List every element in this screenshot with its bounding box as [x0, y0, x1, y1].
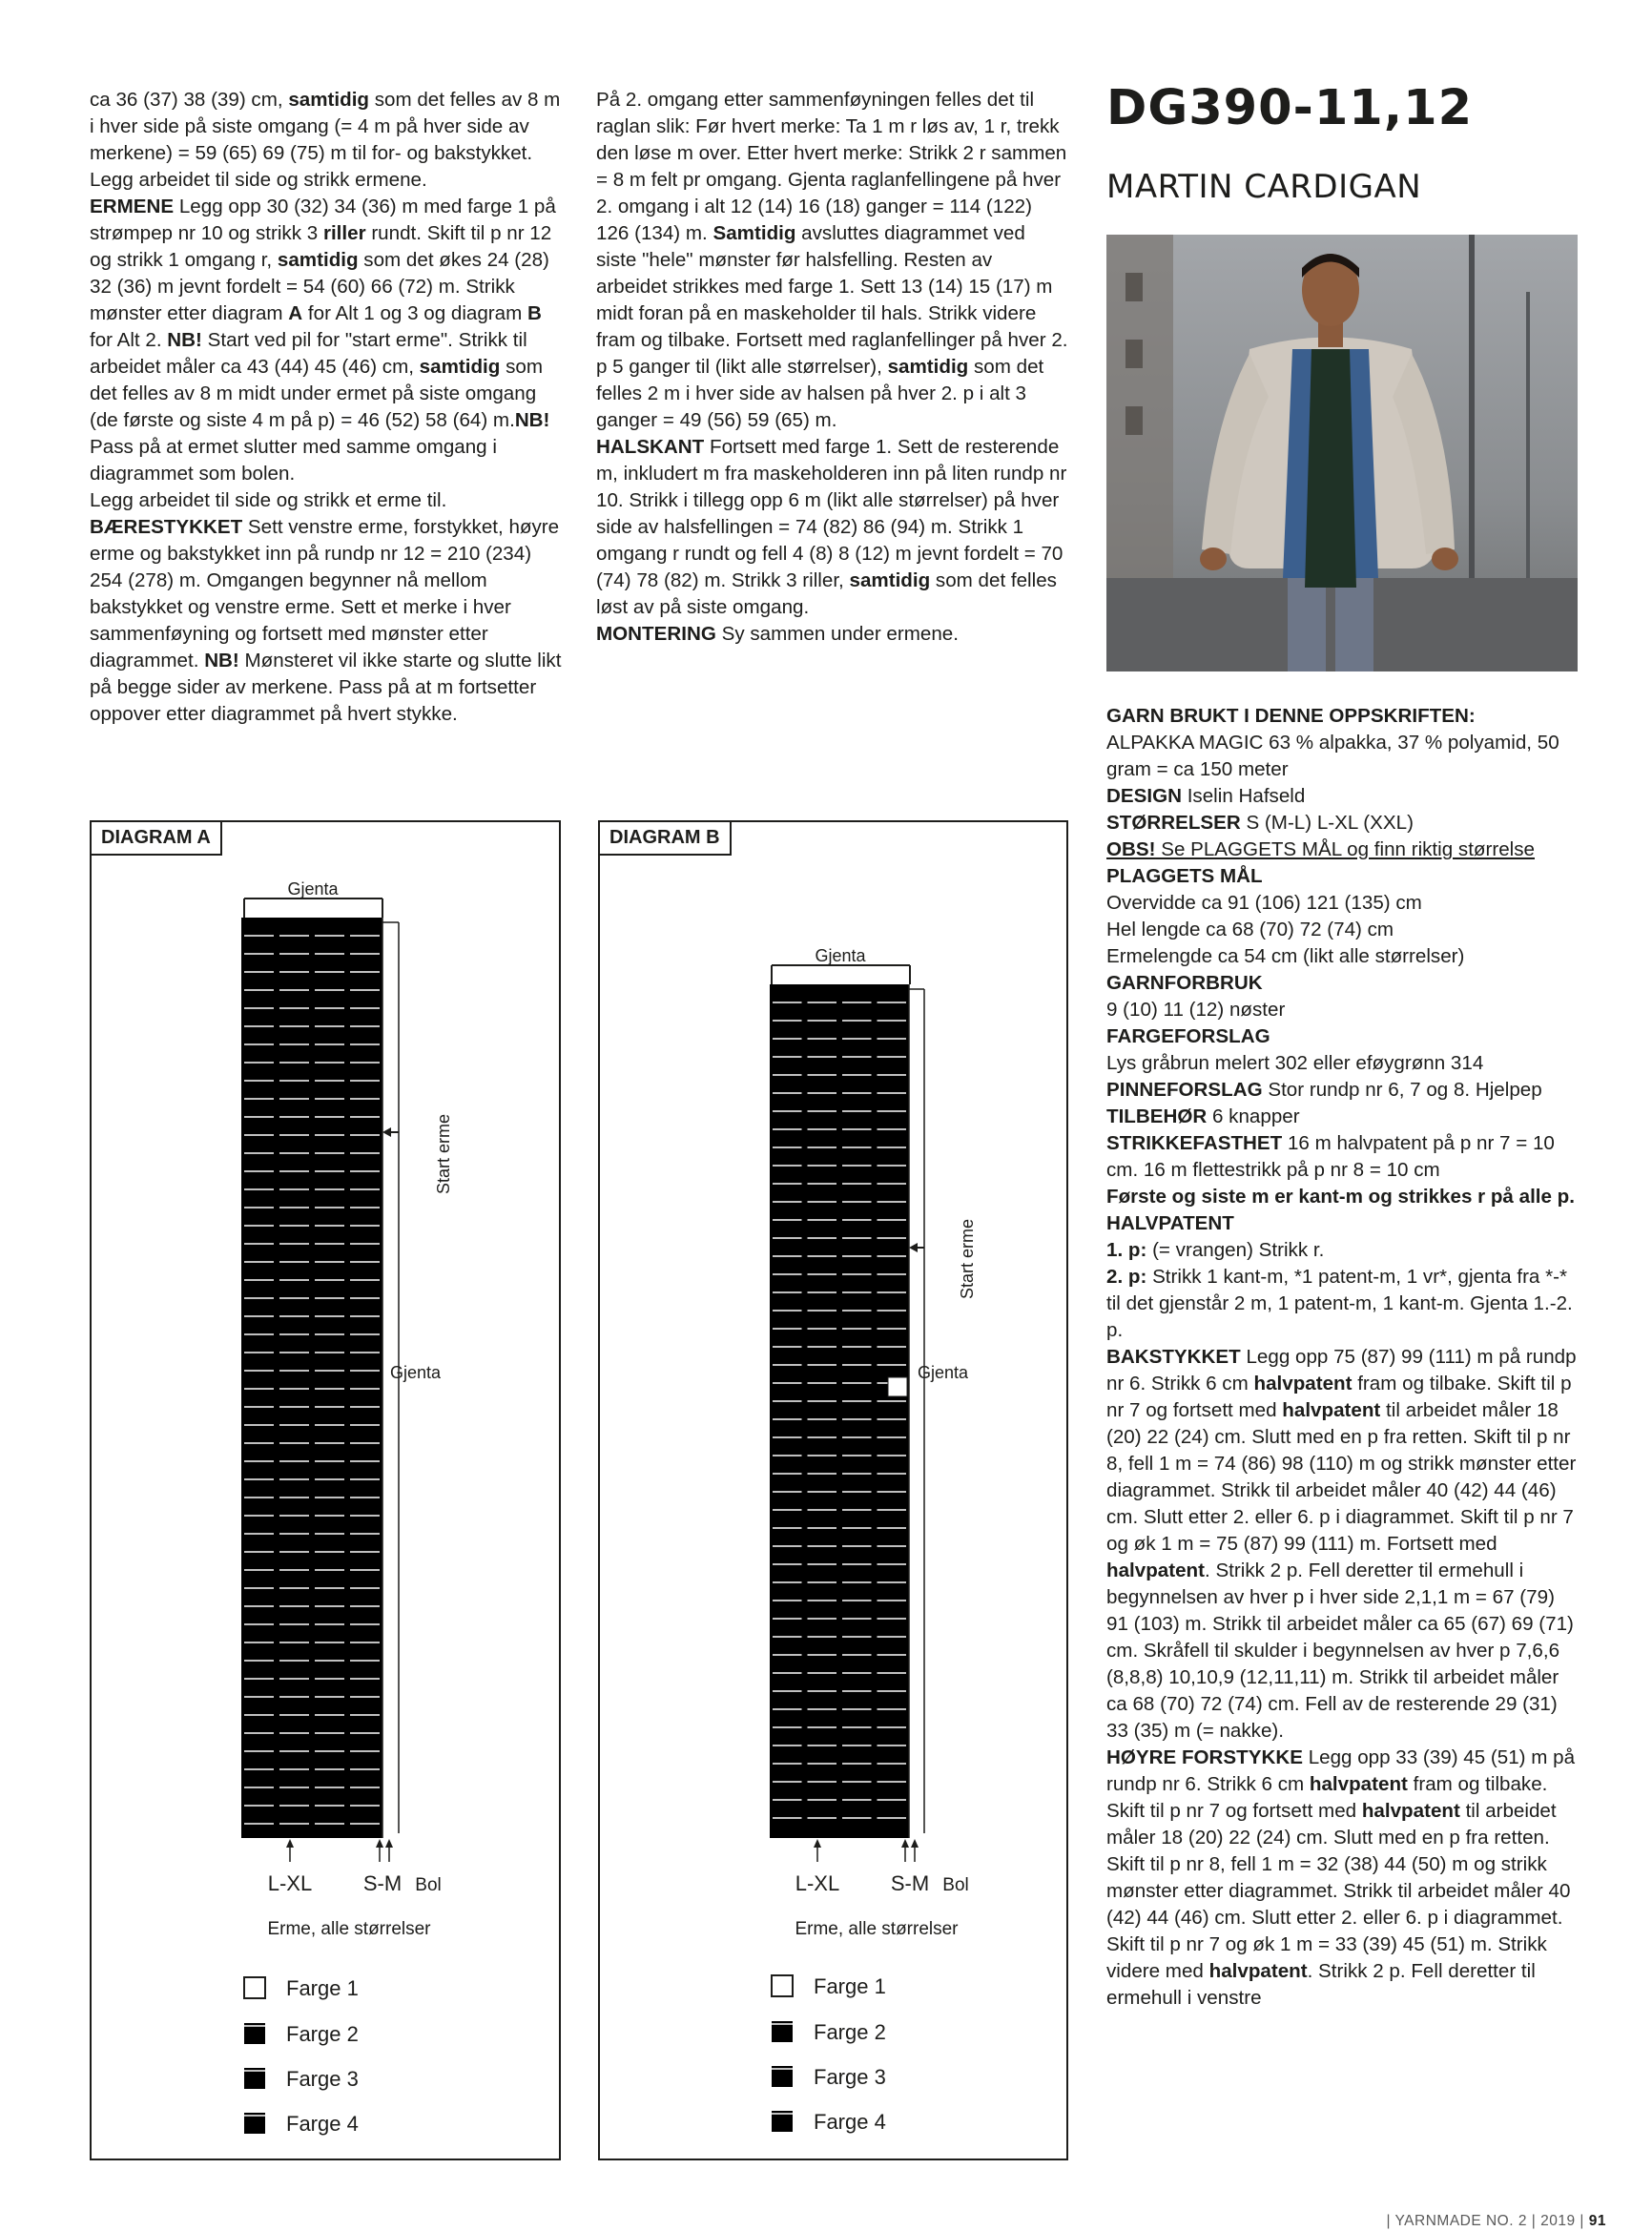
- legend-label-3: Farge 3: [814, 2065, 886, 2089]
- bakstykket-paragraph: BAKSTYKKET Legg opp 75 (87) 99 (111) m på rundp nr 6. Strikk 6 cm halvpatent fram og tilbake. Skift til p nr 7 og fortsett med halvpatent til arbeidet måler 18 (20) 22 (24) cm. Slutt med en p fra retten. Skift til p nr 8, fell 1 m = 74 (86) 98 (110) m og strikk mønster etter diagrammet. Strikk til arbeidet måler 40 (42) 44 (46) cm. Slutt etter 2. eller 6. p i diagrammet. Skift til p nr 7 og øk 1 m = 75 (87) 99 (111) m. Fortsett med halvpatent. Strikk 2 p. Fell deretter til ermehull i begynnelsen av hver p i hver side 2,1,1 m = 67 (79) 91 (103) m. Strikk til arbeidet måler ca 65 (67) 69 (71) cm. Skråfell til skulder i begynnelsen av hver p 7,6,6 (8,8,8) 10,10,9 (12,11,11) m. Strikk til arbeidet måler ca 68 (70) 72 (74) cm. Fell av de resterende 29 (31) 33 (35) m (= nakke).: [1106, 1346, 1577, 1742]
- gjenta-top-label: Gjenta: [287, 879, 339, 899]
- start-erme-label: Start erme: [434, 1113, 453, 1194]
- halvpatent-row-1: 1. p: (= vrangen) Strikk r.: [1106, 1239, 1325, 1261]
- legend-label-1: Farge 1: [814, 1974, 886, 1998]
- legend-label-3: Farge 3: [286, 2067, 359, 2091]
- page-footer: [1386, 2213, 1606, 2230]
- legend-label-4: Farge 4: [286, 2112, 359, 2136]
- hoyre-forstykke-paragraph: HØYRE FORSTYKKE Legg opp 33 (39) 45 (51) m på rundp nr 6. Strikk 6 cm halvpatent fram og tilbake. Skift til p nr 7 og fortsett med halvpatent til arbeidet måler 18 (20) 22 (24) cm. Slutt med en p fra retten. Skift til p nr 8, fell 1 m = 32 (38) 44 (50) m og strikk mønster etter diagrammet. Strikk til arbeidet måler 40 (42) 44 (46) cm. Slutt etter 2. eller 6. p i diagrammet. Skift til p nr 7 og øk 1 m = 33 (39) 45 (51) m. Strikk videre med halvpatent. Strikk 2 p. Fell deretter til ermehull i venstre: [1106, 1746, 1576, 2009]
- marker-bol: Bol: [415, 1875, 442, 1895]
- erme-caption: Erme, alle størrelser: [795, 1919, 959, 1939]
- legend-label-2: Farge 2: [814, 2020, 886, 2044]
- marker-sm: S-M: [890, 1871, 930, 1895]
- plagg-heading: PLAGGETS MÅL: [1106, 865, 1263, 887]
- page-number: 91: [1588, 2213, 1606, 2229]
- farge-heading: FARGEFORSLAG: [1106, 1025, 1270, 1047]
- diagram-a: [90, 820, 561, 2160]
- halvpatent-heading: HALVPATENT: [1106, 1212, 1234, 1234]
- paragraph: På 2. omgang etter sammenføyningen felles det til raglan slik: Før hvert merke: Ta 1 m r løs av, 1 r, trekk den løse m over. Etter hvert merke: Strikk 2 r sammen = 8 m felt pr omgang. Gjenta raglanfellingene på hver 2. omgang i alt 12 (14) 16 (18) ganger = 114 (122) 126 (134) m. Samtidig avsluttes diagrammet ved siste "hele" mønster før halsfelling. Resten av arbeidet strikkes med farge 1. Sett 13 (14) 15 (17) m midt foran på en maskeholder til hals. Strikk videre fram og tilbake. Fortsett med raglanfellinger på hver 2. p 5 ganger til (likt alle størrelser), samtidig som det felles 2 m i hver side av halsen på hver 2. p i alt 3 ganger = 49 (56) 59 (65) m. HALSKANT Fortsett med farge 1. Sett de resterende m, inkludert m fra maskeholderen inn på liten rundp nr 10. Strikk i tillegg opp 6 m (likt alle størrelser) på hver side av halsfellingen = 74 (82) 86 (94) m. Strikk 1 omgang r rundt og fell 4 (8) 8 (12) m jevnt fordelt = 70 (74) 78 (82) m. Strikk 3 riller, samtidig som det felles løst av på siste omgang. MONTERING Sy sammen under ermene.: [596, 89, 1068, 645]
- farge-value: Lys gråbrun melert 302 eller eføygrønn 314: [1106, 1052, 1484, 1074]
- marker-lxl: L-XL: [267, 1871, 313, 1895]
- halvpatent-row-2: 2. p: Strikk 1 kant-m, *1 patent-m, 1 vr*, gjenta fra *-* til det gjenstår 2 m, 1 patent-m, 1 kant-m. Gjenta 1.-2. p.: [1106, 1266, 1573, 1341]
- instructions-column-2: [596, 87, 1068, 648]
- pattern-name: MARTIN CARDIGAN: [1106, 168, 1422, 206]
- garn-heading: GARN BRUKT I DENNE OPPSKRIFTEN:: [1106, 705, 1476, 727]
- legend-label-1: Farge 1: [286, 1976, 359, 2000]
- garn-text: ALPAKKA MAGIC 63 % alpakka, 37 % polyamid, 50 gram = ca 150 meter: [1106, 732, 1559, 780]
- gjenta-side-label: Gjenta: [390, 1363, 442, 1382]
- kant-note: Første og siste m er kant-m og strikkes r på alle p.: [1106, 1186, 1575, 1208]
- start-erme-label: Start erme: [958, 1218, 977, 1299]
- legend-swatch-1: [772, 1975, 793, 1996]
- garnforbruk-heading: GARNFORBRUK: [1106, 972, 1263, 994]
- paragraph: ca 36 (37) 38 (39) cm, samtidig som det felles av 8 m i hver side på siste omgang (= 4 m på hver side av merkene) = 59 (65) 69 (75) m til for- og bakstykket. Legg arbeidet til side og strikk ermene. ERMENE Legg opp 30 (32) 34 (36) m med farge 1 på strømpep nr 10 og strikk 3 riller rundt. Skift til p nr 12 og strikk 1 omgang r, samtidig som det økes 24 (28) 32 (36) m jevnt fordelt = 54 (60) 66 (72) m. Strikk mønster etter diagram A for Alt 1 og 3 og diagram B for Alt 2. NB! Start ved pil for "start erme". Strikk til arbeidet måler ca 43 (44) 45 (46) cm, samtidig som det felles av 8 m midt under ermet på siste omgang (de første og siste 4 m på p) = 46 (52) 58 (64) m.NB! Pass på at ermet slutter med samme omgang i diagrammet som bolen. Legg arbeidet til side og strikk et erme til. BÆRESTYKKET Sett venstre erme, forstykket, høyre erme og bakstykket inn på rundp nr 12 = 210 (234) 254 (278) m. Omgangen begynner nå mellom bakstykket og venstre erme. Sett et merke i hver sammenføyning og fortsett med mønster etter diagrammet. NB! Mønsteret vil ikke starte og slutte likt på begge sider av merkene. Pass på at m fortsetter oppover etter diagrammet på hvert stykke.: [90, 89, 562, 725]
- diagram-b-chart: [600, 822, 1066, 2159]
- magazine-info: | YARNMADE NO. 2 | 2019 |: [1386, 2213, 1584, 2229]
- pinne-line: PINNEFORSLAG Stor rundp nr 6, 7 og 8. Hjelpep: [1106, 1079, 1542, 1101]
- obs-line: OBS! Se PLAGGETS MÅL og finn riktig størrelse: [1106, 838, 1535, 860]
- garnforbruk-value: 9 (10) 11 (12) nøster: [1106, 999, 1286, 1021]
- legend-label-4: Farge 4: [814, 2110, 886, 2134]
- erme-caption: Erme, alle størrelser: [267, 1919, 431, 1939]
- instructions-column-3: [1106, 703, 1580, 2012]
- diagram-a-chart: [92, 822, 559, 2159]
- model-photo: [1106, 235, 1578, 671]
- tilbehor-line: TILBEHØR 6 knapper: [1106, 1105, 1300, 1127]
- plagg-line: Hel lengde ca 68 (70) 72 (74) cm: [1106, 919, 1394, 940]
- marker-sm: S-M: [362, 1871, 403, 1895]
- marker-lxl: L-XL: [795, 1871, 840, 1895]
- legend-label-2: Farge 2: [286, 2022, 359, 2046]
- diagram-a-label: DIAGRAM A: [92, 822, 222, 856]
- diagram-b-label: DIAGRAM B: [600, 822, 732, 856]
- instructions-column-1: [90, 87, 565, 728]
- white-cell: [888, 1377, 907, 1396]
- plagg-line: Ermelengde ca 54 cm (likt alle størrelser): [1106, 945, 1465, 967]
- marker-bol: Bol: [942, 1875, 969, 1895]
- fasthet-line: STRIKKEFASTHET 16 m halvpatent på p nr 7 = 10 cm. 16 m flettestrikk på p nr 8 = 10 cm: [1106, 1132, 1555, 1181]
- design-line: DESIGN Iselin Hafseld: [1106, 785, 1306, 807]
- pattern-code: DG390-11,12: [1106, 80, 1474, 136]
- sizes-line: STØRRELSER S (M-L) L-XL (XXL): [1106, 812, 1414, 834]
- legend-swatch-1: [244, 1977, 265, 1998]
- gjenta-side-label: Gjenta: [918, 1363, 969, 1382]
- plagg-line: Overvidde ca 91 (106) 121 (135) cm: [1106, 892, 1422, 914]
- diagram-b: [598, 820, 1068, 2160]
- gjenta-top-label: Gjenta: [815, 946, 866, 965]
